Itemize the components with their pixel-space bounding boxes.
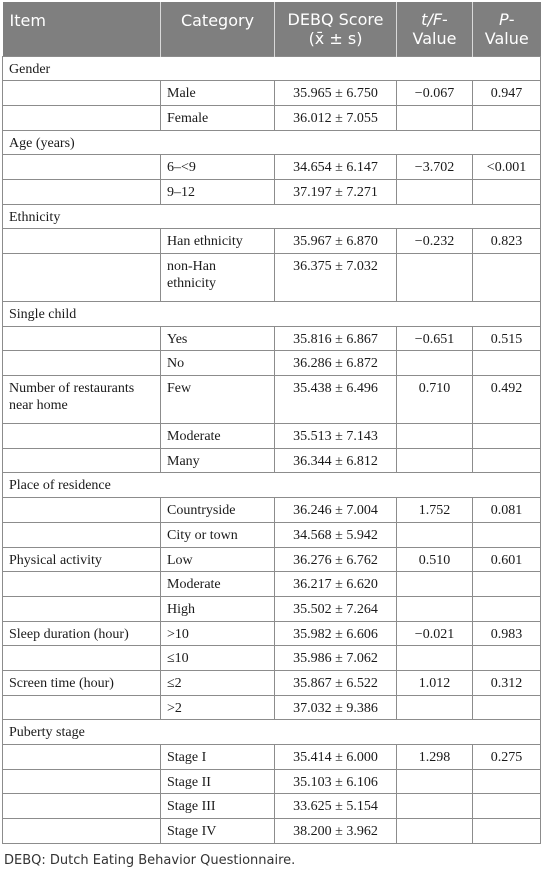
section-label: Age (years) [3, 130, 541, 155]
cell-category: 9–12 [161, 179, 275, 204]
cell-item [3, 254, 161, 302]
cell-item [3, 646, 161, 671]
table-row [3, 621, 541, 646]
cell-score: 36.375 ± 7.032 [275, 254, 397, 302]
cell-tf-value [397, 105, 473, 130]
section-label: Puberty stage [3, 720, 541, 745]
cell-item [3, 745, 161, 770]
table-row [3, 646, 541, 671]
cell-score: 34.654 ± 6.147 [275, 155, 397, 180]
cell-category: Moderate [161, 424, 275, 449]
cell-tf-value [397, 695, 473, 720]
cell-tf-value [397, 819, 473, 844]
cell-score: 35.502 ± 7.264 [275, 596, 397, 621]
cell-score: 36.246 ± 7.004 [275, 498, 397, 523]
section-row [3, 302, 541, 327]
cell-score: 35.438 ± 6.496 [275, 376, 397, 424]
cell-p-value [473, 794, 541, 819]
header-score-line2: (x̄ ± s) [308, 28, 363, 48]
section-label: Gender [3, 56, 541, 81]
header-p [473, 2, 541, 56]
cell-score: 35.986 ± 7.062 [275, 646, 397, 671]
cell-item: Screen time (hour) [3, 670, 161, 695]
table-row [3, 81, 541, 106]
cell-tf-value: −0.651 [397, 326, 473, 351]
cell-score: 35.867 ± 6.522 [275, 670, 397, 695]
table-row [3, 155, 541, 180]
cell-tf-value [397, 596, 473, 621]
cell-tf-value [397, 179, 473, 204]
cell-score: 35.967 ± 6.870 [275, 229, 397, 254]
cell-category: Stage II [161, 769, 275, 794]
table-container [2, 2, 540, 868]
cell-item [3, 105, 161, 130]
header-score [275, 2, 397, 56]
cell-p-value: <0.001 [473, 155, 541, 180]
cell-score: 35.414 ± 6.000 [275, 745, 397, 770]
section-label: Single child [3, 302, 541, 327]
cell-category: Male [161, 81, 275, 106]
cell-p-value [473, 819, 541, 844]
header-category: Category [161, 2, 275, 56]
cell-score: 36.217 ± 6.620 [275, 572, 397, 597]
cell-p-value: 0.515 [473, 326, 541, 351]
cell-tf-value [397, 794, 473, 819]
cell-tf-value: −0.021 [397, 621, 473, 646]
table-row [3, 794, 541, 819]
cell-score: 34.568 ± 5.942 [275, 522, 397, 547]
cell-tf-value: −0.067 [397, 81, 473, 106]
section-row [3, 56, 541, 81]
table-row [3, 351, 541, 376]
cell-item: Sleep duration (hour) [3, 621, 161, 646]
cell-tf-value [397, 769, 473, 794]
section-row [3, 720, 541, 745]
cell-p-value: 0.312 [473, 670, 541, 695]
cell-item [3, 448, 161, 473]
table-row [3, 819, 541, 844]
cell-tf-value [397, 448, 473, 473]
table-row [3, 424, 541, 449]
cell-p-value: 0.823 [473, 229, 541, 254]
section-row [3, 130, 541, 155]
cell-p-value [473, 254, 541, 302]
cell-category: >10 [161, 621, 275, 646]
cell-score: 37.197 ± 7.271 [275, 179, 397, 204]
cell-item [3, 819, 161, 844]
cell-category: non-Han ethnicity [161, 254, 275, 302]
table-row [3, 596, 541, 621]
cell-category: Few [161, 376, 275, 424]
cell-tf-value [397, 572, 473, 597]
cell-category: No [161, 351, 275, 376]
debq-table [2, 2, 541, 844]
cell-p-value [473, 596, 541, 621]
table-row [3, 670, 541, 695]
table-row [3, 745, 541, 770]
cell-p-value: 0.983 [473, 621, 541, 646]
table-row [3, 254, 541, 302]
cell-item [3, 498, 161, 523]
cell-category: Stage III [161, 794, 275, 819]
cell-score: 35.513 ± 7.143 [275, 424, 397, 449]
cell-tf-value [397, 254, 473, 302]
cell-item: Number of restaurants near home [3, 376, 161, 424]
cell-tf-value [397, 646, 473, 671]
header-score-line1: DEBQ Score [287, 9, 384, 29]
cell-category: >2 [161, 695, 275, 720]
cell-item [3, 572, 161, 597]
header-tf [397, 2, 473, 56]
cell-p-value [473, 572, 541, 597]
cell-item [3, 522, 161, 547]
cell-score: 37.032 ± 9.386 [275, 695, 397, 720]
cell-item [3, 695, 161, 720]
cell-p-value: 0.275 [473, 745, 541, 770]
cell-category: Stage IV [161, 819, 275, 844]
header-item: Item [3, 2, 161, 56]
cell-p-value: 0.492 [473, 376, 541, 424]
cell-p-value: 0.947 [473, 81, 541, 106]
cell-tf-value: 0.710 [397, 376, 473, 424]
cell-item: Physical activity [3, 547, 161, 572]
cell-tf-value: 0.510 [397, 547, 473, 572]
cell-score: 36.012 ± 7.055 [275, 105, 397, 130]
cell-category: Moderate [161, 572, 275, 597]
cell-category: ≤10 [161, 646, 275, 671]
cell-item [3, 351, 161, 376]
cell-item [3, 424, 161, 449]
cell-item [3, 229, 161, 254]
cell-tf-value: 1.298 [397, 745, 473, 770]
table-row [3, 572, 541, 597]
cell-p-value [473, 179, 541, 204]
table-row [3, 229, 541, 254]
cell-item [3, 81, 161, 106]
section-row [3, 473, 541, 498]
cell-p-value [473, 448, 541, 473]
cell-category: Countryside [161, 498, 275, 523]
cell-score: 35.816 ± 6.867 [275, 326, 397, 351]
cell-tf-value [397, 351, 473, 376]
cell-p-value [473, 695, 541, 720]
cell-category: ≤2 [161, 670, 275, 695]
cell-tf-value: 1.012 [397, 670, 473, 695]
header-tf-italic: t/F [421, 9, 443, 29]
cell-tf-value: −0.232 [397, 229, 473, 254]
table-row [3, 522, 541, 547]
cell-p-value: 0.081 [473, 498, 541, 523]
cell-item [3, 155, 161, 180]
cell-score: 36.344 ± 6.812 [275, 448, 397, 473]
header-p-rest: - [508, 9, 515, 29]
cell-score: 36.286 ± 6.872 [275, 351, 397, 376]
cell-item [3, 179, 161, 204]
table-row [3, 326, 541, 351]
cell-score: 35.965 ± 6.750 [275, 81, 397, 106]
table-row [3, 179, 541, 204]
cell-p-value [473, 522, 541, 547]
cell-tf-value: 1.752 [397, 498, 473, 523]
cell-category: Stage I [161, 745, 275, 770]
cell-score: 36.276 ± 6.762 [275, 547, 397, 572]
table-row [3, 105, 541, 130]
cell-score: 35.982 ± 6.606 [275, 621, 397, 646]
cell-category: Low [161, 547, 275, 572]
cell-category: Female [161, 105, 275, 130]
header-tf-line2: Value [412, 28, 457, 48]
table-row [3, 547, 541, 572]
cell-category: High [161, 596, 275, 621]
table-row [3, 376, 541, 424]
section-label: Ethnicity [3, 204, 541, 229]
cell-tf-value [397, 424, 473, 449]
table-body [3, 56, 541, 843]
header-tf-rest: - [442, 9, 448, 29]
cell-category: Many [161, 448, 275, 473]
cell-p-value [473, 105, 541, 130]
cell-score: 33.625 ± 5.154 [275, 794, 397, 819]
cell-tf-value [397, 522, 473, 547]
cell-category: Yes [161, 326, 275, 351]
cell-category: 6–<9 [161, 155, 275, 180]
cell-p-value [473, 351, 541, 376]
table-row [3, 498, 541, 523]
cell-category: Han ethnicity [161, 229, 275, 254]
cell-item [3, 794, 161, 819]
cell-p-value [473, 424, 541, 449]
section-label: Place of residence [3, 473, 541, 498]
footnote: DEBQ: Dutch Eating Behavior Questionnaire. [4, 852, 296, 868]
header-p-italic: P [499, 9, 509, 29]
table-row [3, 769, 541, 794]
cell-category: City or town [161, 522, 275, 547]
table-row [3, 448, 541, 473]
cell-item [3, 326, 161, 351]
header-p-line2: Value [484, 28, 529, 48]
section-row [3, 204, 541, 229]
cell-p-value [473, 769, 541, 794]
table-header [3, 2, 541, 56]
cell-item [3, 596, 161, 621]
cell-tf-value: −3.702 [397, 155, 473, 180]
cell-score: 38.200 ± 3.962 [275, 819, 397, 844]
cell-p-value: 0.601 [473, 547, 541, 572]
header-row [3, 2, 541, 56]
cell-score: 35.103 ± 6.106 [275, 769, 397, 794]
cell-p-value [473, 646, 541, 671]
cell-item [3, 769, 161, 794]
table-row [3, 695, 541, 720]
